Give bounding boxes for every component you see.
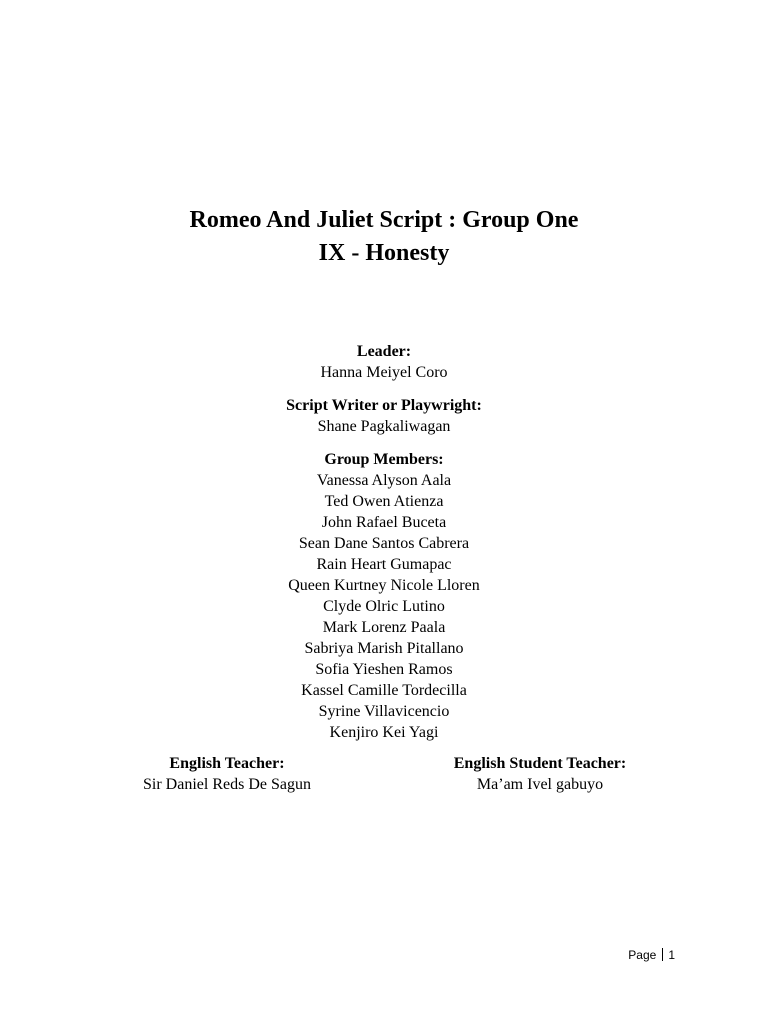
member-item: Sofia Yieshen Ramos — [315, 661, 453, 678]
title-line-2: IX - Honesty — [318, 240, 450, 266]
member-item: Kenjiro Kei Yagi — [329, 724, 439, 741]
english-student-teacher-name: Ma’am Ivel gabuyo — [476, 776, 604, 793]
script-writer-section — [0, 395, 768, 437]
english-teacher-block — [112, 753, 342, 795]
member-item: Vanessa Alyson Aala — [316, 472, 452, 489]
english-student-teacher-label: English Student Teacher: — [453, 755, 627, 772]
document-title — [0, 204, 768, 270]
member-item: Sabriya Marish Pitallano — [304, 640, 464, 657]
member-item: Rain Heart Gumapac — [316, 556, 452, 573]
leader-name: Hanna Meiyel Coro — [320, 364, 448, 381]
member-item: Sean Dane Santos Cabrera — [298, 535, 470, 552]
member-item: John Rafael Buceta — [321, 514, 447, 531]
member-item: Ted Owen Atienza — [324, 493, 444, 510]
member-item: Mark Lorenz Paala — [322, 619, 446, 636]
credits-column — [0, 341, 768, 755]
english-student-teacher-block — [424, 753, 656, 795]
english-teacher-name: Sir Daniel Reds De Sagun — [143, 776, 311, 793]
leader-section — [0, 341, 768, 383]
group-members-label: Group Members: — [324, 451, 444, 468]
page-number: 1 — [668, 948, 675, 962]
page-label: Page — [628, 948, 657, 962]
members-list — [0, 470, 768, 743]
title-line-1: Romeo And Juliet Script : Group One — [189, 207, 579, 233]
member-item: Clyde Olric Lutino — [323, 598, 445, 615]
script-writer-name: Shane Pagkaliwagan — [317, 418, 451, 435]
group-members-section — [0, 449, 768, 743]
script-writer-label: Script Writer or Playwright: — [286, 397, 482, 414]
member-item: Syrine Villavicencio — [318, 703, 450, 720]
member-item: Queen Kurtney Nicole Lloren — [288, 577, 480, 594]
page-footer — [628, 946, 675, 964]
member-item: Kassel Camille Tordecilla — [301, 682, 467, 699]
leader-label: Leader: — [356, 343, 412, 360]
page-separator — [662, 948, 663, 961]
english-teacher-label: English Teacher: — [169, 755, 285, 772]
